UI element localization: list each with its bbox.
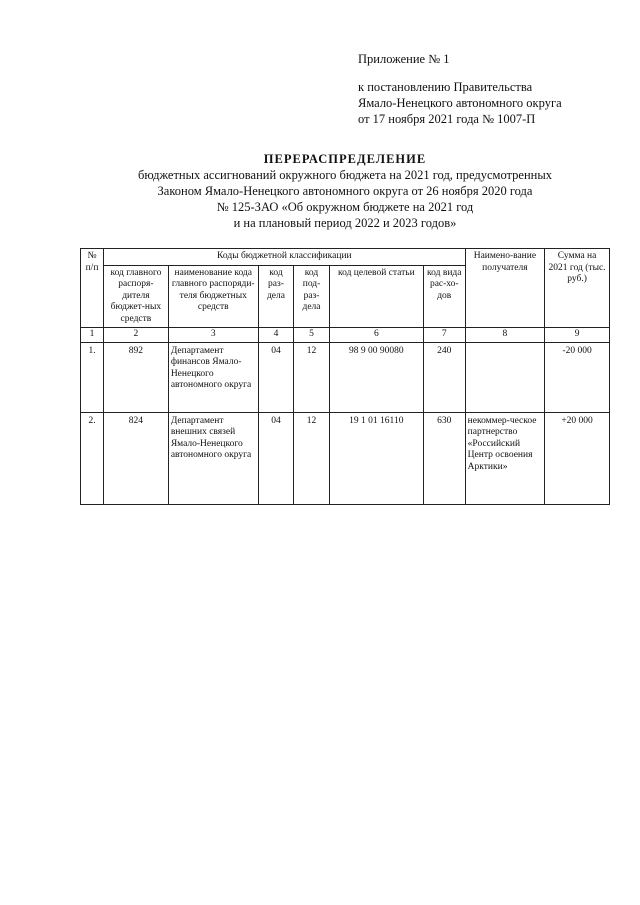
row-expense: 240 [423,342,465,412]
header-name-main: наименование кода главного распоряди-теля бюджетных средств [168,265,258,328]
row-sum: -20 000 [545,342,610,412]
col-number: 2 [104,328,169,343]
table-row [81,342,610,412]
header-target: код целевой статьи [329,265,423,328]
row-recipient: некоммер-ческое партнерство «Российский Центр освоения Арктики» [465,412,544,504]
heading-line-2: Законом Ямало-Ненецкого автономного округа от 26 ноября 2020 года [157,184,533,198]
document-title: ПЕРЕРАСПРЕДЕЛЕНИЕ [263,152,427,166]
heading-line-4: и на плановый период 2022 и 2023 годов» [233,216,457,230]
row-num: 2. [81,412,104,504]
heading-line-3: № 125-ЗАО «Об окружном бюджете на 2021 год [216,200,474,214]
row-code-main: 824 [104,412,169,504]
row-code-main: 892 [104,342,169,412]
column-numbers-row [81,328,610,343]
header-code-main: код главного распоря-дителя бюджет-ных средств [104,265,169,328]
attachment-block [358,51,562,127]
attachment-line-1: к постановлению Правительства [358,80,533,94]
row-section: 04 [258,342,294,412]
col-number: 8 [465,328,544,343]
header-expense: код вида рас-хо-дов [423,265,465,328]
col-number: 6 [329,328,423,343]
attachment-line-3: от 17 ноября 2021 года № 1007-П [358,112,536,126]
table-row [81,412,610,504]
header-recipient: Наимено-вание получателя [465,249,544,328]
row-section: 04 [258,412,294,504]
row-target: 19 1 01 16110 [329,412,423,504]
header-sum: Сумма на 2021 год (тыс. руб.) [545,249,610,328]
attachment-label: Приложение № 1 [358,52,450,66]
header-subsection: код под-раз-дела [294,265,330,328]
row-expense: 630 [423,412,465,504]
col-number: 1 [81,328,104,343]
col-number: 4 [258,328,294,343]
header-num: № п/п [81,249,104,328]
row-sum: +20 000 [545,412,610,504]
row-subsection: 12 [294,412,330,504]
header-codes: Коды бюджетной классификации [104,249,466,266]
heading-line-1: бюджетных ассигнований окружного бюджета на 2021 год, предусмотренных [138,168,552,182]
document-heading [80,151,610,231]
col-number: 7 [423,328,465,343]
row-name-main: Департамент финансов Ямало-Ненецкого автономного округа [168,342,258,412]
col-number: 3 [168,328,258,343]
col-number: 5 [294,328,330,343]
budget-table [80,248,610,505]
row-recipient [465,342,544,412]
row-target: 98 9 00 90080 [329,342,423,412]
header-section: код раз-дела [258,265,294,328]
attachment-line-2: Ямало-Ненецкого автономного округа [358,96,562,110]
row-subsection: 12 [294,342,330,412]
row-num: 1. [81,342,104,412]
row-name-main: Департамент внешних связей Ямало-Ненецкого автономного округа [168,412,258,504]
col-number: 9 [545,328,610,343]
